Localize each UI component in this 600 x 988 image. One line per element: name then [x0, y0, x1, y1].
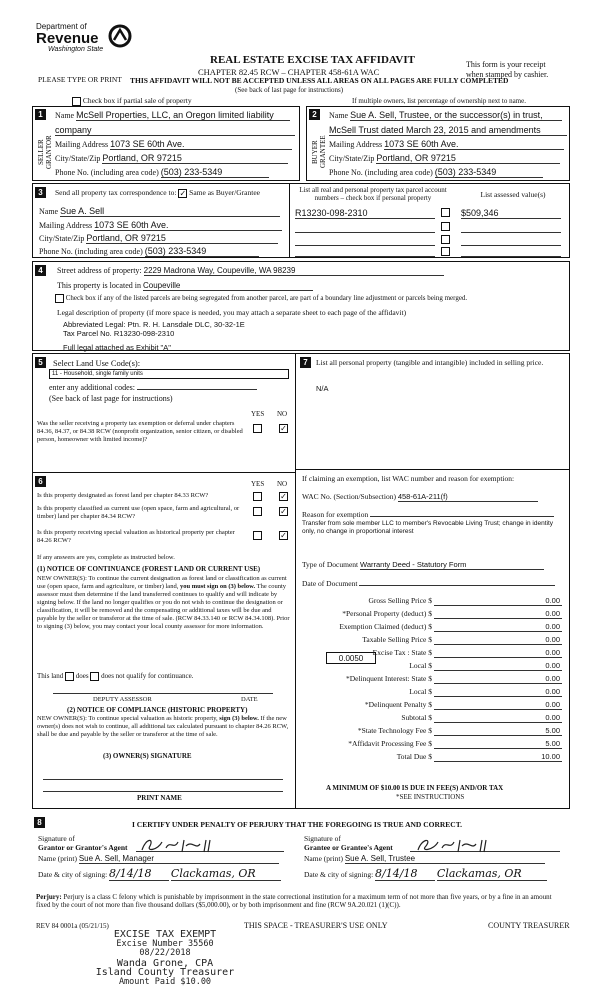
s6-q1-no-checkbox[interactable]: ✓ — [280, 492, 287, 501]
seller-mail[interactable]: 1073 SE 60th Ave. — [110, 139, 292, 150]
owner-signature-label: (3) OWNER(S) SIGNATURE — [103, 752, 192, 760]
s6-q3-no-checkbox[interactable]: ✓ — [280, 531, 287, 540]
section-number: 3 — [35, 187, 46, 198]
form-warning: THIS AFFIDAVIT WILL NOT BE ACCEPTED UNLESS ALL AREAS ON ALL PAGES ARE FULLY COMPLETED — [130, 76, 509, 85]
grantor-date[interactable]: 8/14/18 — [109, 867, 169, 881]
perjury-text: Perjury is a class C felony which is punishable by imprisonment in the state correctional institution for a maximum term of not more than five years, or by a fine in an amount fixed by the court of not more than five thousand dollars ($5,000.00), or by both imprisonment and fine (RCW 9A.20.021 (1)(C)). — [36, 893, 552, 909]
s3-phone[interactable]: (503) 233-5349 — [145, 246, 259, 257]
seller-city[interactable]: Portland, OR 97215 — [102, 153, 288, 164]
seller-phone-label: Phone No. (including area code) — [55, 168, 159, 177]
amount-label: Subtotal $ — [401, 713, 432, 722]
amount-row — [296, 752, 570, 764]
s6-q2-no-checkbox[interactable]: ✓ — [280, 507, 287, 516]
personal-property-value[interactable]: N/A — [316, 384, 329, 393]
amount-value[interactable]: 0.00 — [434, 674, 562, 684]
buyer-name-line1[interactable]: Sue A. Sell, Trustee, or the successor(s) in trust, — [350, 110, 562, 121]
grantor-signature-scribble — [136, 836, 236, 854]
exemption-label: If claiming an exemption, list WAC number and reason for exemption: — [302, 474, 515, 483]
segregated-checkbox[interactable] — [55, 294, 64, 303]
s6-q2: Is this property classified as current use (open space, farm and agricultural, or timber) land per chapter 84.34 RCW? — [37, 505, 240, 520]
form-title: REAL ESTATE EXCISE TAX AFFIDAVIT — [210, 54, 415, 66]
s6-q3: Is this property receiving special valuation as historical property per chapter 84.26 RCW? — [37, 529, 235, 544]
minimum-note: A MINIMUM OF $10.00 IS DUE IN FEE(S) AND/OR TAX — [326, 784, 504, 792]
buyer-section — [306, 106, 570, 181]
located-in[interactable]: Coupeville — [143, 281, 313, 291]
amount-row — [296, 622, 570, 634]
grantee-sig-label1: Signature of — [304, 834, 341, 843]
stamp-line5: Island County Treasurer — [95, 967, 235, 978]
amount-row — [296, 674, 570, 686]
date-label: DATE — [241, 696, 258, 703]
section-3 — [32, 183, 570, 258]
amount-value[interactable]: 5.00 — [434, 739, 562, 749]
s3-mail[interactable]: 1073 SE 60th Ave. — [94, 220, 282, 231]
amount-value[interactable]: 10.00 — [434, 752, 562, 762]
grantor-city[interactable]: Clackamas, OR — [171, 867, 281, 881]
notice1-p2: you must sign on (3) below. — [179, 583, 256, 590]
print-note: PLEASE TYPE OR PRINT — [38, 75, 122, 84]
section-8 — [32, 814, 570, 880]
amount-label: Gross Selling Price $ — [368, 596, 432, 605]
grantor-sig-label1: Signature of — [38, 834, 75, 843]
logo-line3: Washington State — [48, 46, 104, 53]
buyer-phone-label: Phone No. (including area code) — [329, 168, 433, 177]
s5-yes-header: YES — [251, 410, 265, 418]
buyer-side-label: BUYER GRANTEE — [311, 135, 327, 169]
s5-no-header: NO — [277, 410, 288, 418]
grantee-signature-scribble — [410, 836, 510, 854]
treasurer-only: THIS SPACE - TREASURER'S USE ONLY — [244, 921, 388, 930]
logo — [36, 22, 136, 70]
land-use-label: Select Land Use Code(s): — [53, 358, 141, 368]
amount-row — [296, 713, 570, 725]
buyer-mail[interactable]: 1073 SE 60th Ave. — [384, 139, 564, 150]
doc-date-input[interactable] — [359, 578, 555, 586]
reason-value[interactable]: Transfer from sole member LLC to member's Revocable Living Trust; change in identity only, no change in proportional interest — [302, 520, 553, 535]
parcel-number[interactable]: R13230-098-2310 — [295, 208, 435, 219]
section-number: 6 — [35, 476, 46, 487]
notice2-title: (2) NOTICE OF COMPLIANCE (HISTORIC PROPERTY) — [67, 706, 248, 714]
amount-value[interactable]: 0.00 — [434, 648, 562, 658]
amount-value[interactable]: 0.00 — [434, 609, 562, 619]
s6-q1: Is this property designated as forest land per chapter 84.33 RCW? — [37, 492, 209, 499]
amount-label: Excise Tax : State $ — [372, 648, 432, 657]
buyer-city[interactable]: Portland, OR 97215 — [376, 153, 560, 164]
reason-line — [370, 509, 554, 517]
s5-no-checkbox[interactable]: ✓ — [280, 424, 287, 433]
notice1-p3: The county assessor must then determine if the land transferred continues to qualify and will indicate by signing below. If the land no longer qualifies or you do not wish to continue the designation or classification, it will be removed and the compensating or additional taxes will be due and payable by the seller or transferor at the time of sale. (RCW 84.33.140 or RCW 84.34.108). Prior to signing (3) below, you may contact your local county assessor for more information. — [37, 583, 290, 630]
legal-line1: Abbreviated Legal: Ptn. R. H. Lansdale DLC, 30-32-1E — [63, 320, 245, 329]
section-4 — [32, 261, 570, 351]
s3-name-label: Name — [39, 207, 59, 216]
s6-q1-yes-checkbox[interactable] — [253, 492, 262, 501]
send-correspondence-label: Send all property tax correspondence to: — [55, 188, 177, 197]
legal-label: Legal description of property (if more space is needed, you may attach a separate sheet to each page of the affidavit) — [57, 308, 407, 317]
logo-mark-icon — [108, 24, 132, 48]
amount-value[interactable]: 0.00 — [434, 635, 562, 645]
stamp-line1: EXCISE TAX EXEMPT — [113, 929, 217, 940]
s5-see-back: (See back of last page for instructions) — [49, 394, 173, 403]
grantee-city[interactable]: Clackamas, OR — [437, 867, 547, 881]
grantor-signature[interactable] — [136, 836, 284, 852]
owner-signature-line[interactable] — [43, 774, 283, 780]
s3-name[interactable]: Sue A. Sell — [60, 206, 280, 217]
multiple-owners-note: If multiple owners, list percentage of ownership next to name. — [352, 97, 526, 105]
amount-label: Local $ — [409, 661, 432, 670]
parcel-personal-checkbox[interactable] — [441, 222, 450, 231]
assessed-row-blank[interactable] — [461, 224, 561, 233]
seller-name-line2[interactable]: company — [55, 125, 295, 136]
s3-city[interactable]: Portland, OR 97215 — [86, 233, 278, 244]
buyer-phone[interactable]: (503) 233-5349 — [435, 167, 543, 178]
deputy-sign-line[interactable] — [53, 688, 273, 694]
amount-value[interactable]: 5.00 — [434, 726, 562, 736]
s3-phone-label: Phone No. (including area code) — [39, 247, 143, 256]
stamp-line2: Excise Number 35560 — [116, 938, 214, 949]
amount-value[interactable]: 0.00 — [434, 622, 562, 632]
rev-number: REV 84 0001a (05/21/15) — [36, 922, 109, 930]
amount-label: *State Technology Fee $ — [357, 726, 432, 735]
buyer-name-label: Name — [329, 111, 349, 120]
notice2-body — [37, 715, 291, 739]
same-as-buyer-label: Same as Buyer/Grantee — [189, 188, 260, 197]
legal-line3: Full legal attached as Exhibit "A" — [63, 343, 171, 352]
left-column — [32, 353, 296, 809]
legal-line2: Tax Parcel No. R13230-098-2310 — [63, 329, 175, 338]
amount-row — [296, 700, 570, 712]
this-land-label: This land — [37, 672, 64, 681]
print-name-label: PRINT NAME — [137, 794, 182, 802]
does-checkbox[interactable] — [65, 672, 74, 681]
s6-yes-header: YES — [251, 480, 265, 488]
buyer-city-label: City/State/Zip — [329, 154, 375, 163]
logo-line1: Department of — [36, 22, 87, 31]
amount-value[interactable]: 0.00 — [434, 687, 562, 697]
section-number: 8 — [34, 817, 45, 828]
logo-line2: Revenue — [36, 30, 99, 47]
notice1-p1: NEW OWNER(S): To continue the current designation as forest land or classification as current use (open space, farm and agriculture, or timber) land, — [37, 575, 287, 590]
amount-label: *Affidavit Processing Fee $ — [348, 739, 432, 748]
parcel-row-blank[interactable] — [295, 250, 435, 257]
amount-label: Local $ — [409, 687, 432, 696]
amount-label: Taxable Selling Price $ — [362, 635, 432, 644]
doc-type[interactable]: Warranty Deed - Statutory Form — [360, 560, 544, 570]
parcel-personal-checkbox[interactable] — [441, 208, 450, 217]
perjury-title: Perjury: — [36, 893, 62, 901]
section-number: 7 — [300, 357, 311, 368]
local-rate-box[interactable]: 0.0050 — [326, 652, 376, 664]
parcel-header: List all real and personal property tax parcel account numbers – check box if personal property — [299, 186, 447, 202]
if-yes-note: If any answers are yes, complete as instructed below. — [37, 554, 175, 561]
additional-codes-label: enter any additional codes: — [49, 383, 135, 392]
same-as-buyer-checkbox[interactable]: ✓ — [179, 188, 187, 198]
section-number: 4 — [35, 265, 46, 276]
certify-statement: I CERTIFY UNDER PENALTY OF PERJURY THAT THE FOREGOING IS TRUE AND CORRECT. — [132, 820, 463, 829]
s5-question: Was the seller receiving a property tax exemption or deferral under chapters 84.36, 84.37, or 84.38 RCW (nonprofit organization, senior citizen, or disabled person, homeowner with limited income)? — [37, 420, 243, 443]
s6-q2-yes-checkbox[interactable] — [253, 507, 262, 516]
amount-row — [296, 596, 570, 608]
grantor-date-label: Date & city of signing: — [38, 870, 108, 879]
assessed-header: List assessed value(s) — [480, 190, 546, 199]
assessed-row-blank[interactable] — [461, 250, 561, 257]
amount-value[interactable]: 0.00 — [434, 713, 562, 723]
notice1-title: (1) NOTICE OF CONTINUANCE (FOREST LAND OR CURRENT USE) — [37, 565, 261, 573]
s3-city-label: City/State/Zip — [39, 234, 85, 243]
assessed-row-blank[interactable] — [461, 237, 561, 246]
seller-name-label: Name — [55, 111, 75, 120]
partial-sale-label: Check box if partial sale of property — [82, 96, 192, 105]
partial-sale-checkbox[interactable] — [72, 97, 81, 106]
amount-label: *Delinquent Penalty $ — [364, 700, 432, 709]
street-address[interactable]: 2229 Madrona Way, Coupeville, WA 98239 — [144, 266, 444, 276]
amount-label: *Delinquent Interest: State $ — [345, 674, 432, 683]
amounts-table — [296, 596, 570, 766]
amount-row — [296, 609, 570, 621]
perjury-notice — [36, 893, 566, 909]
segregated-label: Check box if any of the listed parcels are being segregated from another parcel, are part of a boundary line adjustment or parcels being merged. — [65, 294, 468, 303]
grantee-date-label: Date & city of signing: — [304, 870, 374, 879]
personal-property-label: List all personal property (tangible and intangible) included in selling price. — [316, 358, 544, 367]
located-label: This property is located in — [57, 281, 141, 290]
amount-label: *Personal Property (deduct) $ — [342, 609, 432, 618]
notice1-body — [37, 575, 291, 631]
amount-row — [296, 726, 570, 738]
parcel-personal-checkbox[interactable] — [441, 247, 450, 256]
s3-mail-label: Mailing Address — [39, 221, 93, 230]
seller-phone[interactable]: (503) 233-5349 — [161, 167, 269, 178]
seller-side-label: SELLER GRANTOR — [37, 135, 53, 169]
seller-city-label: City/State/Zip — [55, 154, 101, 163]
amount-row — [296, 635, 570, 647]
section-number: 1 — [35, 109, 46, 120]
seller-name-line1[interactable]: McSell Properties, LLC, an Oregon limited liability — [76, 110, 290, 121]
amount-value[interactable]: 0.00 — [434, 700, 562, 710]
does-not-checkbox[interactable] — [90, 672, 99, 681]
amount-label: Exemption Claimed (deduct) $ — [339, 622, 432, 631]
section-number: 2 — [309, 109, 320, 120]
seller-name-row — [55, 110, 295, 121]
amount-row — [296, 687, 570, 699]
assessed-value[interactable]: $509,346 — [461, 208, 561, 219]
buyer-name-line2[interactable]: McSell Trust dated March 23, 2015 and amendments — [329, 125, 567, 136]
seller-section — [32, 106, 300, 181]
s6-no-header: NO — [277, 480, 288, 488]
parcel-row-blank[interactable] — [295, 224, 435, 233]
reason-label: Reason for exemption — [302, 510, 369, 519]
grantee-name-label: Name (print) — [304, 854, 343, 863]
see-back-note: (See back of last page for instructions) — [235, 86, 344, 94]
stamp-line4: Wanda Grone, CPA — [116, 957, 214, 969]
county-treasurer: COUNTY TREASURER — [488, 921, 570, 930]
grantor-name[interactable]: Sue A. Sell, Manager — [79, 854, 279, 864]
notice2-p2: sign (3) below. — [219, 715, 259, 722]
section-number: 5 — [35, 357, 46, 368]
s6-q3-yes-checkbox[interactable] — [253, 531, 262, 540]
amount-value[interactable]: 0.00 — [434, 596, 562, 606]
receipt-note2: when stamped by cashier. — [466, 70, 549, 79]
grantor-name-label: Name (print) — [38, 854, 77, 863]
receipt-note1: This form is your receipt — [466, 60, 546, 69]
amount-label: Total Due $ — [396, 752, 432, 761]
doc-type-label: Type of Document — [302, 560, 359, 569]
see-instructions: *SEE INSTRUCTIONS — [396, 793, 465, 801]
grantee-sig-label2: Grantee or Grantee's Agent — [304, 843, 393, 852]
s5-yes-checkbox[interactable] — [253, 424, 262, 433]
amount-row — [296, 739, 570, 751]
form-chapter: CHAPTER 82.45 RCW – CHAPTER 458-61A WAC — [198, 67, 380, 77]
grantor-sig-label2: Grantor or Grantor's Agent — [38, 843, 128, 852]
doc-date-label: Date of Document — [302, 579, 358, 588]
notice2-p1: NEW OWNER(S): To continue special valuation as historic property, — [37, 715, 218, 722]
section-7 — [296, 353, 570, 809]
treasurer-stamp — [90, 930, 240, 987]
does-label: does — [75, 672, 89, 681]
stamp-line6: Amount Paid $10.00 — [118, 976, 212, 987]
print-name-line[interactable] — [43, 788, 283, 792]
wac-number[interactable]: 458-61A-211(f) — [398, 492, 538, 502]
grantee-signature[interactable] — [410, 836, 560, 852]
does-not-label: does not qualify for continuance. — [101, 672, 194, 681]
amount-value[interactable]: 0.00 — [434, 661, 562, 671]
street-label: Street address of property: — [57, 266, 142, 275]
parcel-personal-checkbox[interactable] — [441, 235, 450, 244]
partial-sale-row — [72, 96, 192, 106]
additional-codes-input[interactable] — [137, 382, 257, 390]
grantee-name[interactable]: Sue A. Sell, Trustee — [345, 854, 545, 864]
notice2-p3: If the new owner(s) does not wish to continue, all additional tax calculated pursuant to chapter 84.26 RCW, shall be due and payable by the seller or transferor at the time of sale. — [37, 715, 289, 738]
deputy-label: DEPUTY ASSESSOR — [93, 696, 152, 703]
grantee-date[interactable]: 8/14/18 — [375, 867, 435, 881]
parcel-row-blank[interactable] — [295, 237, 435, 246]
stamp-line3: 08/22/2018 — [139, 948, 191, 958]
seller-mail-label: Mailing Address — [55, 140, 109, 149]
land-use-select[interactable]: 11 - Household, single family units — [49, 369, 289, 379]
wac-label: WAC No. (Section/Subsection) — [302, 492, 396, 501]
buyer-mail-label: Mailing Address — [329, 140, 383, 149]
